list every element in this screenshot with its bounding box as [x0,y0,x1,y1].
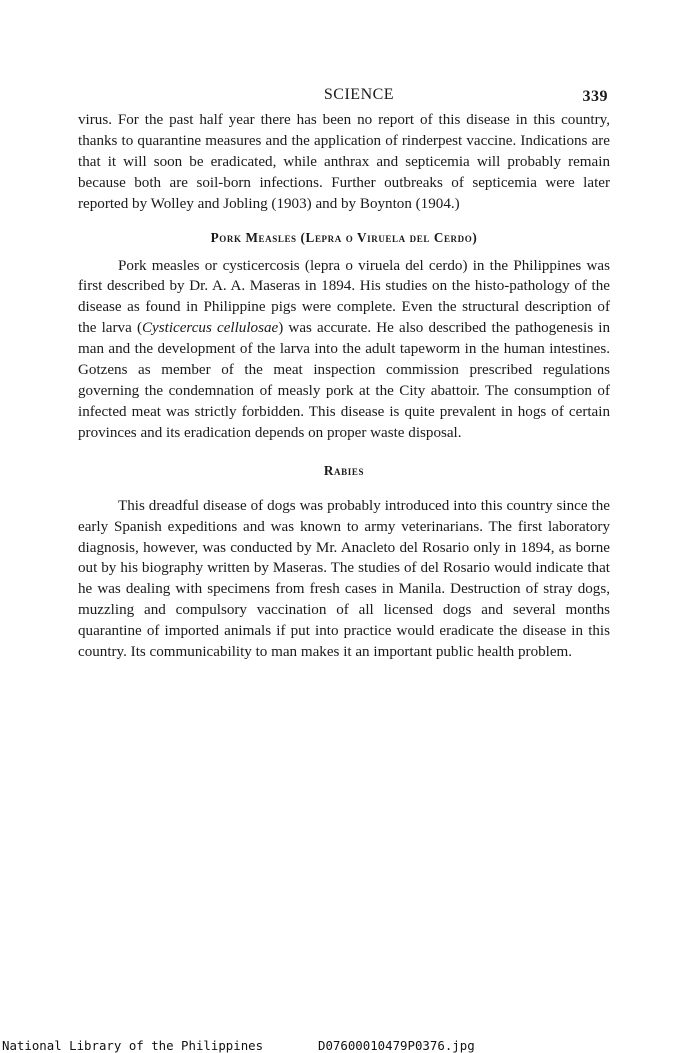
intro-paragraph: virus. For the past half year there has been no report of this disease in this country, thanks to quarantine measures and the application of rinderpest vaccine. Indications are that it will soon be eradicated, while anthrax and septicemia will probably remain because both are soil-born infections. Further outbreaks of septicemia were later reported by Wolley and Jobling (1903) and by Boynton (1904.) [78,112,610,212]
rabies-paragraph: This dreadful disease of dogs was probably introduced into this country since the early Spanish expeditions and was known to army veterinarians. The first laboratory diagnosis, however, was conducted by Mr. Anacleto del Rosario only in 1894, as borne out by his biography written by Maseras. The studies of del Rosario would indicate that he was dealing with specimens from fresh cases in Manila. Destruction of stray dogs, muzzling and compulsory vaccination of all licensed dogs and several months quarantine of imported animals if put into practice would eradicate the disease in this country. Its communicability to man makes it an important public health problem. [78,497,610,661]
journal-title: SCIENCE [323,86,395,103]
scientific-name: Cysticercus cellulosae [141,320,279,337]
footer-image-id: D07600010479P0376.jpg [318,1038,475,1053]
pork-measles-paragraph [78,256,610,444]
footer-source: National Library of the Philippines [2,1038,264,1053]
pork-measles-text-start: Pork measles or cysticercosis (lepra o viruela del cerdo) in the Philippines was first described by Dr. A. A. Maseras in 1894. His studies on the histo-pathology of the disease as found in Philippine pigs were complete. Even the structural description of the larva ( [78,257,610,337]
page-content [78,86,610,663]
rabies-heading: Rabies [323,462,365,478]
pork-measles-text-end: ) was accurate. He also described the pathogenesis in man and the development of the larva into the adult tapeworm in the human intestines. Gotzens as member of the meat inspection commission prescribed regulations governing the condemnation of measly pork at the City abattoir. The consumption of infected meat was strictly forbidden. This disease is quite prevalent in hogs of certain provinces and its eradication depends on proper waste disposal. [78,320,611,441]
running-head [78,86,610,110]
pork-measles-heading: Pork Measles (Lepra o Viruela del Cerdo) [210,229,478,245]
page-number: 339 [582,88,608,105]
